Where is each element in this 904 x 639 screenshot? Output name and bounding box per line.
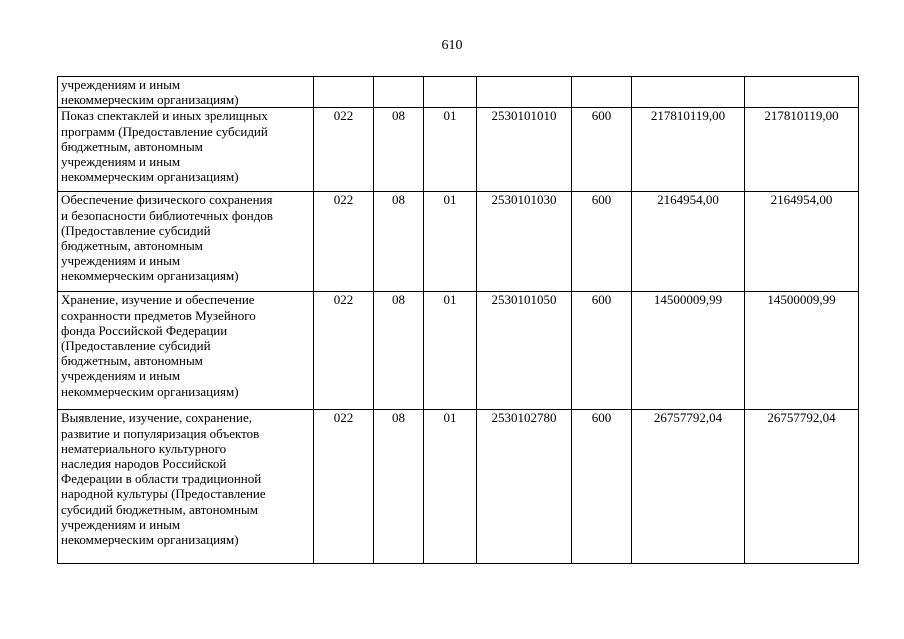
description-line: наследия народов Российской xyxy=(61,456,227,472)
description-line: бюджетным, автономным xyxy=(61,238,203,254)
expense-type-cell: 600 xyxy=(572,108,632,192)
amount-cell xyxy=(745,77,859,108)
description-line: учреждениям и иным xyxy=(61,368,181,384)
amount-cell: 14500009,99 xyxy=(632,292,745,410)
table-row xyxy=(58,77,859,108)
description-line: учреждениям и иным xyxy=(61,253,181,269)
description-line: учреждениям и иным xyxy=(61,154,181,170)
ministry-code-cell: 022 xyxy=(314,292,374,410)
table-row xyxy=(58,292,859,410)
subsection-code-cell: 01 xyxy=(424,410,477,564)
description-line: нематериального культурного xyxy=(61,440,227,456)
subsection-code-cell: 01 xyxy=(424,192,477,292)
target-code-cell: 2530101050 xyxy=(477,292,572,410)
amount-cell: 217810119,00 xyxy=(745,108,859,192)
table-row xyxy=(58,410,859,564)
amount-cell: 26757792,04 xyxy=(632,410,745,564)
description-line: Выявление, изучение, сохранение, xyxy=(61,410,252,426)
section-code-cell: 08 xyxy=(374,192,424,292)
target-code-cell xyxy=(477,77,572,108)
amount-cell xyxy=(632,77,745,108)
description-line: некоммерческим организациям) xyxy=(61,92,239,108)
amount-cell: 2164954,00 xyxy=(632,192,745,292)
description-line: сохранности предметов Музейного xyxy=(61,307,256,323)
description-line: и безопасности библиотечных фондов xyxy=(61,207,273,223)
subsection-code-cell: 01 xyxy=(424,292,477,410)
description-line: учреждениям и иным xyxy=(61,516,181,532)
description-line: (Предоставление субсидий xyxy=(61,222,211,238)
amount-cell: 14500009,99 xyxy=(745,292,859,410)
description-line: Обеспечение физического сохранения xyxy=(61,192,273,208)
expense-type-cell: 600 xyxy=(572,292,632,410)
description-line: Хранение, изучение и обеспечение xyxy=(61,292,255,308)
ministry-code-cell: 022 xyxy=(314,410,374,564)
description-line: бюджетным, автономным xyxy=(61,353,203,369)
target-code-cell: 2530101030 xyxy=(477,192,572,292)
ministry-code-cell xyxy=(314,77,374,108)
description-line: бюджетным, автономным xyxy=(61,138,203,154)
description-line: Федерации в области традиционной xyxy=(61,471,262,487)
expense-type-cell xyxy=(572,77,632,108)
description-line: (Предоставление субсидий xyxy=(61,338,211,354)
description-line: некоммерческим организациям) xyxy=(61,169,239,185)
description-cell xyxy=(58,292,314,410)
description-cell xyxy=(58,77,314,108)
expense-type-cell: 600 xyxy=(572,410,632,564)
table-row xyxy=(58,192,859,292)
description-line: учреждениям и иным xyxy=(61,77,181,92)
description-line: субсидий бюджетным, автономным xyxy=(61,501,258,517)
ministry-code-cell: 022 xyxy=(314,108,374,192)
description-line: Показ спектаклей и иных зрелищных xyxy=(61,108,268,124)
amount-cell: 26757792,04 xyxy=(745,410,859,564)
page-number: 610 xyxy=(441,38,463,53)
description-line: некоммерческим организациям) xyxy=(61,268,239,284)
budget-table xyxy=(57,76,859,564)
description-cell xyxy=(58,410,314,564)
target-code-cell: 2530102780 xyxy=(477,410,572,564)
description-line: развитие и популяризация объектов xyxy=(61,425,260,441)
subsection-code-cell: 01 xyxy=(424,108,477,192)
description-line: программ (Предоставление субсидий xyxy=(61,123,268,139)
amount-cell: 2164954,00 xyxy=(745,192,859,292)
subsection-code-cell xyxy=(424,77,477,108)
ministry-code-cell: 022 xyxy=(314,192,374,292)
description-line: фонда Российской Федерации xyxy=(61,322,228,338)
section-code-cell: 08 xyxy=(374,410,424,564)
table-row xyxy=(58,108,859,192)
description-line: народной культуры (Предоставление xyxy=(61,486,266,502)
description-line: некоммерческим организациям) xyxy=(61,532,239,548)
section-code-cell xyxy=(374,77,424,108)
expense-type-cell: 600 xyxy=(572,192,632,292)
section-code-cell: 08 xyxy=(374,292,424,410)
amount-cell: 217810119,00 xyxy=(632,108,745,192)
target-code-cell: 2530101010 xyxy=(477,108,572,192)
description-line: некоммерческим организациям) xyxy=(61,383,239,399)
section-code-cell: 08 xyxy=(374,108,424,192)
description-cell xyxy=(58,192,314,292)
description-cell xyxy=(58,108,314,192)
